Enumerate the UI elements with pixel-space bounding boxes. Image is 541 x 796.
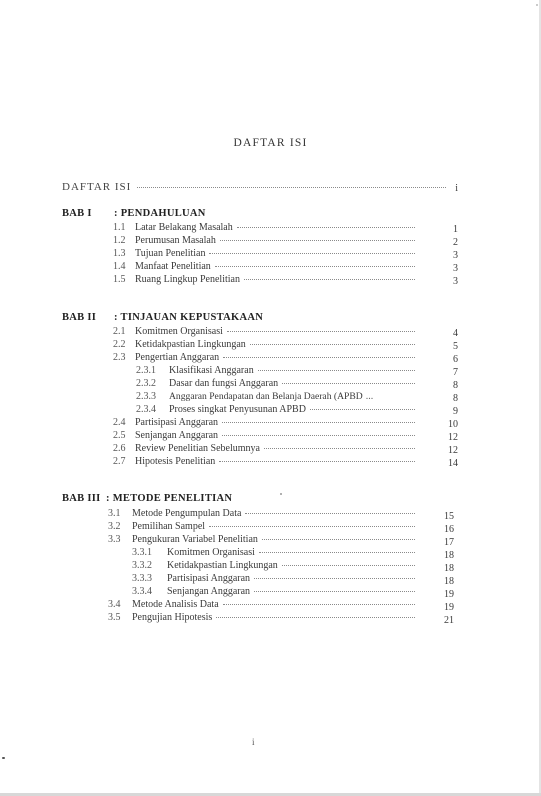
toc-row-page: 18 bbox=[444, 563, 454, 574]
toc-leader-dots bbox=[259, 551, 415, 553]
toc-row-page: 3 bbox=[453, 250, 458, 261]
toc-row-text: Senjangan Anggaran bbox=[167, 586, 251, 597]
toc-row-number: 3.1 bbox=[108, 508, 121, 519]
toc-row bbox=[113, 430, 419, 441]
toc-row-number: 3.3.4 bbox=[132, 586, 152, 597]
toc-row bbox=[113, 417, 419, 428]
toc-leader-dots bbox=[245, 512, 415, 514]
toc-row-number: 3.3 bbox=[108, 534, 121, 545]
toc-row bbox=[108, 599, 419, 610]
toc-row-number: 3.3.1 bbox=[132, 547, 152, 558]
toc-row bbox=[113, 235, 419, 246]
toc-row-text: Partisipasi Anggaran bbox=[167, 573, 251, 584]
toc-row-text: Dasar dan fungsi Anggaran bbox=[169, 378, 279, 389]
toc-row-number: 1.2 bbox=[113, 235, 126, 246]
toc-row-text: Tujuan Penelitian bbox=[135, 248, 206, 259]
toc-row-number: 3.3.2 bbox=[132, 560, 152, 571]
toc-leader-dots bbox=[209, 525, 415, 527]
toc-row-text: Pemilihan Sampel bbox=[132, 521, 206, 532]
toc-leader-dots bbox=[223, 356, 415, 358]
toc-leader-dots bbox=[209, 252, 415, 254]
toc-leader-dots bbox=[310, 408, 415, 410]
toc-subrow bbox=[136, 378, 419, 389]
chapter-label: BAB III bbox=[62, 493, 101, 504]
toc-row bbox=[113, 352, 419, 363]
toc-row-number: 2.3.1 bbox=[136, 365, 156, 376]
toc-row-text: Komitmen Organisasi bbox=[167, 547, 255, 558]
toc-row bbox=[113, 443, 419, 454]
toc-row bbox=[113, 274, 419, 285]
toc-row-text: Perumusan Masalah bbox=[135, 235, 216, 246]
toc-row-page: 3 bbox=[453, 276, 458, 287]
toc-row-number: 1.4 bbox=[113, 261, 126, 272]
chapter-title: : TINJAUAN KEPUSTAKAAN bbox=[114, 312, 264, 323]
toc-row-text: Partisipasi Anggaran bbox=[135, 417, 219, 428]
toc-leader-dots bbox=[258, 369, 415, 371]
toc-row-number: 3.4 bbox=[108, 599, 121, 610]
chapter-title: : METODE PENELITIAN bbox=[106, 493, 233, 504]
toc-row bbox=[108, 612, 419, 623]
toc-row-text: Hipotesis Penelitian bbox=[135, 456, 216, 467]
toc-row-number: 1.1 bbox=[113, 222, 126, 233]
chapter-title: : PENDAHULUAN bbox=[114, 208, 206, 219]
toc-leader-dots bbox=[215, 265, 415, 267]
toc-subrow bbox=[132, 560, 419, 571]
toc-leader-dots: ... bbox=[365, 391, 374, 402]
chapter-heading-bab-3 bbox=[62, 493, 232, 504]
toc-subrow bbox=[136, 365, 419, 376]
toc-daftar-isi-label: DAFTAR ISI bbox=[62, 181, 132, 193]
chapter-heading-bab-1 bbox=[62, 208, 206, 219]
toc-leader-dots bbox=[222, 434, 415, 436]
toc-row-text: Proses singkat Penyusunan APBD bbox=[169, 404, 306, 415]
toc-row-text: Manfaat Penelitian bbox=[135, 261, 211, 272]
toc-row-text: Ruang Lingkup Penelitian bbox=[135, 274, 240, 285]
toc-row-text: Review Penelitian Sebelumnya bbox=[135, 443, 260, 454]
toc-row-number: 2.3.3 bbox=[136, 391, 156, 402]
toc-leader-dots bbox=[254, 577, 415, 579]
toc-row-number: 2.3 bbox=[113, 352, 126, 363]
toc-row-number: 2.6 bbox=[113, 443, 126, 454]
toc-leader-dots bbox=[222, 421, 415, 423]
page-title: DAFTAR ISI bbox=[233, 137, 308, 149]
toc-row-page: 4 bbox=[453, 328, 458, 339]
toc-row-number: 2.4 bbox=[113, 417, 126, 428]
toc-leader-dots bbox=[244, 278, 415, 280]
scan-speck bbox=[280, 493, 282, 495]
toc-row-text: Komitmen Organisasi bbox=[135, 326, 223, 337]
toc-row-page: 19 bbox=[444, 589, 454, 600]
toc-row-number: 2.1 bbox=[113, 326, 126, 337]
toc-row-page: 19 bbox=[444, 602, 454, 613]
toc-subrow bbox=[132, 547, 419, 558]
toc-row-page: 12 bbox=[448, 445, 458, 456]
toc-row-number: 2.3.2 bbox=[136, 378, 156, 389]
toc-leader-dots bbox=[282, 564, 415, 566]
toc-subrow bbox=[132, 586, 419, 597]
toc-row-number: 1.3 bbox=[113, 248, 126, 259]
toc-subrow bbox=[136, 404, 419, 415]
toc-leader-dots bbox=[254, 590, 415, 592]
toc-row-number: 2.2 bbox=[113, 339, 126, 350]
toc-row bbox=[108, 534, 419, 545]
toc-row-text: Klasifikasi Anggaran bbox=[169, 365, 254, 376]
toc-page-number: i bbox=[455, 183, 458, 194]
toc-row bbox=[113, 339, 419, 350]
toc-row-page: 10 bbox=[448, 419, 458, 430]
toc-row bbox=[108, 521, 419, 532]
toc-leader-dots bbox=[219, 460, 415, 462]
toc-row-page: 5 bbox=[453, 341, 458, 352]
chapter-label: BAB I bbox=[62, 208, 92, 219]
scan-speck bbox=[536, 4, 538, 6]
toc-row-page: 21 bbox=[444, 615, 454, 626]
toc-subrow bbox=[136, 391, 419, 402]
toc-row-page: 12 bbox=[448, 432, 458, 443]
toc-leader-dots bbox=[282, 382, 415, 384]
toc-leader-dots bbox=[220, 239, 415, 241]
toc-row-page: 8 bbox=[453, 380, 458, 391]
toc-leader-dots bbox=[262, 538, 415, 540]
toc-row-text: Pengujian Hipotesis bbox=[132, 612, 213, 623]
toc-row-page: 7 bbox=[453, 367, 458, 378]
toc-leader-dots bbox=[137, 187, 446, 188]
toc-row-page: 14 bbox=[448, 458, 458, 469]
toc-row-page: 8 bbox=[453, 393, 458, 404]
toc-row-text: Metode Analisis Data bbox=[132, 599, 219, 610]
toc-row-text: Ketidakpastian Lingkungan bbox=[167, 560, 278, 571]
toc-row-page: 18 bbox=[444, 576, 454, 587]
toc-row-text: Metode Pengumpulan Data bbox=[132, 508, 242, 519]
toc-row bbox=[113, 261, 419, 272]
toc-row-page: 3 bbox=[453, 263, 458, 274]
toc-subrow bbox=[132, 573, 419, 584]
toc-row-number: 3.3.3 bbox=[132, 573, 152, 584]
toc-leader-dots bbox=[264, 447, 415, 449]
toc-leader-dots bbox=[223, 603, 415, 605]
toc-row-page: 18 bbox=[444, 550, 454, 561]
toc-row bbox=[113, 456, 419, 467]
toc-row-page: 17 bbox=[444, 537, 454, 548]
scan-speck bbox=[2, 757, 5, 759]
toc-row-number: 3.2 bbox=[108, 521, 121, 532]
toc-row-page: 9 bbox=[453, 406, 458, 417]
toc-leader-dots bbox=[227, 330, 415, 332]
toc-row-page: 2 bbox=[453, 237, 458, 248]
toc-leader-dots bbox=[250, 343, 415, 345]
toc-row-text: Pengukuran Variabel Penelitian bbox=[132, 534, 258, 545]
toc-row bbox=[113, 326, 419, 337]
toc-row-number: 2.7 bbox=[113, 456, 126, 467]
footer-page-number: i bbox=[252, 737, 255, 747]
toc-row-text: Senjangan Anggaran bbox=[135, 430, 219, 441]
toc-row-text: Ketidakpastian Lingkungan bbox=[135, 339, 246, 350]
toc-row-page: 6 bbox=[453, 354, 458, 365]
toc-leader-dots bbox=[216, 616, 415, 618]
toc-row-number: 3.5 bbox=[108, 612, 121, 623]
toc-daftar-isi-row bbox=[62, 181, 452, 193]
toc-row bbox=[113, 222, 419, 233]
toc-row-text: Pengertian Anggaran bbox=[135, 352, 220, 363]
toc-row-page: 16 bbox=[444, 524, 454, 535]
toc-row bbox=[113, 248, 419, 259]
chapter-heading-bab-2 bbox=[62, 312, 263, 323]
toc-row-page: 15 bbox=[444, 511, 454, 522]
toc-row-number: 1.5 bbox=[113, 274, 126, 285]
toc-row-number: 2.3.4 bbox=[136, 404, 156, 415]
toc-row-number: 2.5 bbox=[113, 430, 126, 441]
toc-row-text: Latar Belakang Masalah bbox=[135, 222, 233, 233]
toc-row bbox=[108, 508, 419, 519]
chapter-label: BAB II bbox=[62, 312, 97, 323]
toc-row-page: 1 bbox=[453, 224, 458, 235]
toc-leader-dots bbox=[237, 226, 415, 228]
toc-row-text: Anggaran Pendapatan dan Belanja Daerah (APBD bbox=[169, 391, 363, 402]
